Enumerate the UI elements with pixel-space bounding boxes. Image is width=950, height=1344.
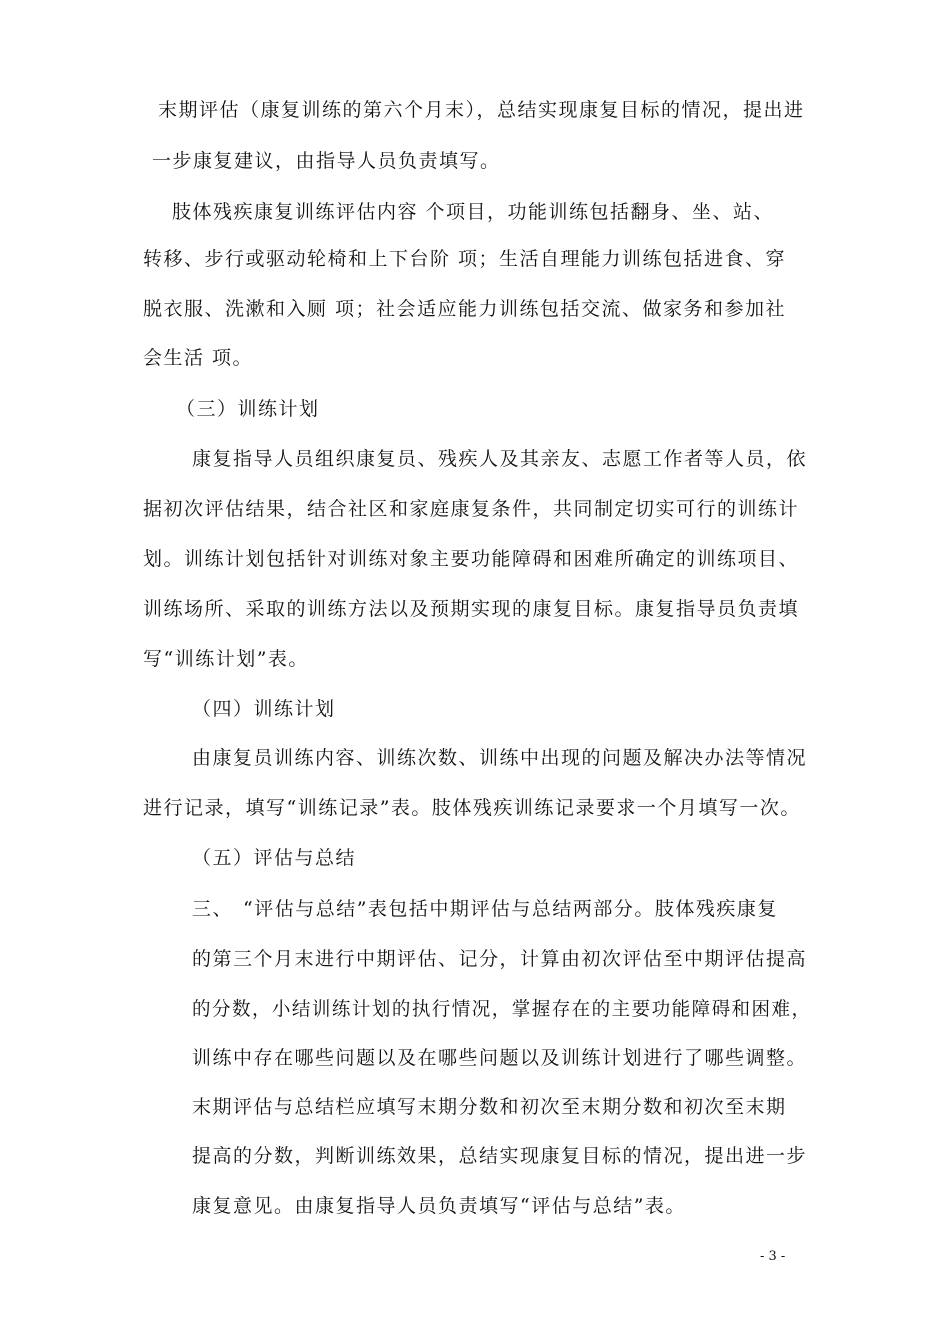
section-heading-4: （四）训练计划 <box>192 698 336 720</box>
paragraph-5-line-3: 的分数，小结训练计划的执行情况，掌握存在的主要功能障碍和困难， <box>192 998 812 1020</box>
paragraph-3-line-4: 训练场所、采取的训练方法以及预期实现的康复目标。康复指导员负责填 <box>143 598 800 620</box>
paragraph-4-line-2: 进行记录，填写“训练记录”表。肢体残疾训练记录要求一个月填写一次。 <box>143 797 801 819</box>
paragraph-4-line-1: 由康复员训练内容、训练次数、训练中出现的问题及解决办法等情况 <box>192 747 808 769</box>
paragraph-5-line-2: 的第三个月末进行中期评估、记分，计算由初次评估至中期评估提高 <box>192 948 808 970</box>
paragraph-5-line-7: 康复意见。由康复指导人员负责填写“评估与总结”表。 <box>192 1195 686 1217</box>
paragraph-1-line-1: 末期评估（康复训练的第六个月末），总结实现康复目标的情况，提出进 <box>158 99 805 121</box>
paragraph-3-line-3: 划。训练计划包括针对训练对象主要功能障碍和困难所确定的训练项目、 <box>143 548 800 570</box>
list-item-number: 三、 <box>192 898 234 920</box>
paragraph-1-line-2: 一步康复建议，由指导人员负责填写。 <box>152 150 501 172</box>
paragraph-5-line-1: “评估与总结”表包括中期评估与总结两部分。肢体残疾康复 <box>243 898 778 920</box>
paragraph-5-line-5: 末期评估与总结栏应填写末期分数和初次至末期分数和初次至末期 <box>192 1096 787 1118</box>
paragraph-3-line-1: 康复指导人员组织康复员、残疾人及其亲友、志愿工作者等人员，依 <box>192 448 808 470</box>
paragraph-5-line-6: 提高的分数，判断训练效果，总结实现康复目标的情况，提出进一步 <box>192 1145 808 1167</box>
paragraph-2-line-4: 会生活 项。 <box>143 347 254 369</box>
paragraph-2-line-2: 转移、步行或驱动轮椅和上下台阶 项；生活自理能力训练包括进食、穿 <box>143 248 787 270</box>
section-heading-3: （三）训练计划 <box>176 398 320 420</box>
paragraph-2-line-1: 肢体残疾康复训练评估内容 个项目，功能训练包括翻身、坐、站、 <box>172 201 775 223</box>
paragraph-3-line-2: 据初次评估结果，结合社区和家庭康复条件，共同制定切实可行的训练计 <box>143 498 800 520</box>
section-heading-5: （五）评估与总结 <box>192 847 357 869</box>
paragraph-3-line-5: 写“训练计划”表。 <box>143 648 309 670</box>
paragraph-2-line-3: 脱衣服、洗漱和入厕 项；社会适应能力训练包括交流、做家务和参加社 <box>143 298 787 320</box>
page-number: - 3 - <box>760 1249 786 1264</box>
paragraph-5-line-4: 训练中存在哪些问题以及在哪些问题以及训练计划进行了哪些调整。 <box>192 1047 808 1069</box>
